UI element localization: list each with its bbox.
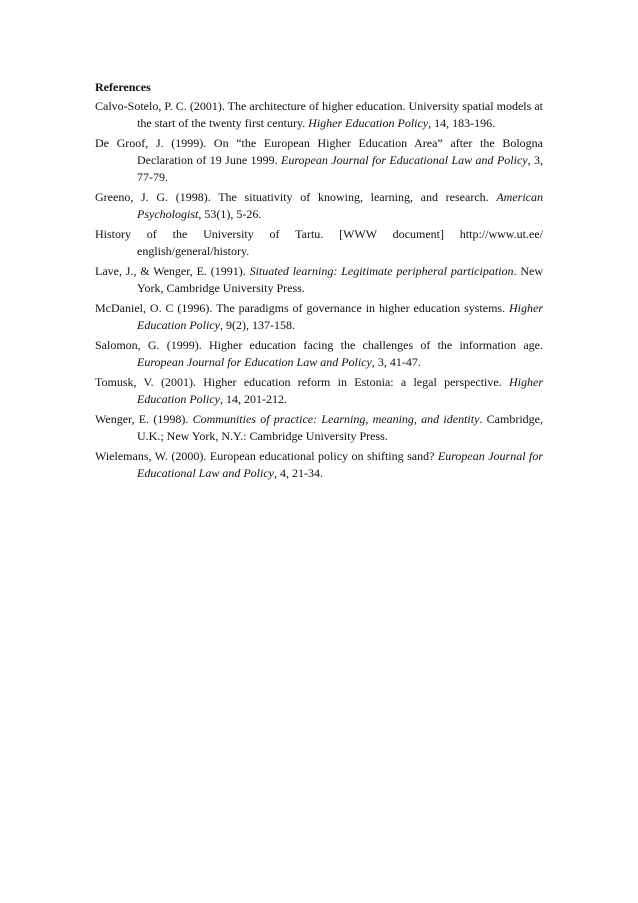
reference-source: Higher Education Policy bbox=[137, 301, 543, 332]
reference-entry bbox=[95, 448, 543, 482]
reference-details: . Cambridge, U.K.; New York, N.Y.: Cambridge University Press. bbox=[137, 412, 543, 443]
reference-details: . New York, Cambridge University Press. bbox=[137, 264, 543, 295]
reference-entry bbox=[95, 300, 543, 334]
reference-text: Greeno, J. G. (1998). The situativity of knowing, learning, and research. bbox=[95, 190, 497, 204]
references-heading: References bbox=[95, 80, 151, 94]
reference-source: American Psychologist bbox=[137, 190, 543, 221]
reference-source: Higher Education Policy bbox=[308, 116, 429, 130]
reference-entry bbox=[95, 226, 543, 260]
reference-text: Lave, J., & Wenger, E. (1991). bbox=[95, 264, 250, 278]
reference-text: De Groof, J. (1999). On “the European Higher Education Area” after the Bologna Declaration of 19 June 1999. bbox=[95, 136, 543, 167]
reference-text: History of the University of Tartu. [WWW document] http://www.ut.ee/ english/general/history. bbox=[95, 227, 543, 258]
reference-entry bbox=[95, 337, 543, 371]
reference-details: , 53(1), 5-26. bbox=[198, 207, 262, 221]
reference-entry bbox=[95, 98, 543, 132]
reference-text: Wielemans, W. (2000). European educational policy on shifting sand? bbox=[95, 449, 438, 463]
reference-source: European Journal for Educational Law and Policy bbox=[280, 153, 528, 167]
reference-text: Wenger, E. (1998). bbox=[95, 412, 193, 426]
reference-source: Communities of practice: Learning, meaning, and identity bbox=[192, 412, 480, 426]
reference-entry bbox=[95, 263, 543, 297]
reference-details: , 14, 201-212. bbox=[219, 392, 287, 406]
reference-entry bbox=[95, 135, 543, 186]
references-section bbox=[95, 79, 543, 485]
reference-text: Salomon, G. (1999). Higher education facing the challenges of the information age. bbox=[95, 338, 543, 352]
reference-details: , 14, 183-196. bbox=[428, 116, 496, 130]
reference-entry bbox=[95, 374, 543, 408]
reference-source: European Journal for Educational Law and Policy bbox=[137, 449, 544, 480]
reference-source: European Journal for Education Law and Policy bbox=[137, 355, 372, 369]
reference-entry bbox=[95, 189, 543, 223]
reference-details: , 4, 21-34. bbox=[274, 466, 323, 480]
reference-source: Situated learning: Legitimate peripheral participation bbox=[249, 264, 514, 278]
reference-text: Tomusk, V. (2001). Higher education reform in Estonia: a legal perspective. bbox=[95, 375, 509, 389]
reference-details: , 3, 77-79. bbox=[137, 153, 544, 184]
reference-details: , 3, 41-47. bbox=[371, 355, 421, 369]
reference-entry bbox=[95, 411, 543, 445]
reference-source: Higher Education Policy bbox=[137, 375, 543, 406]
reference-text: McDaniel, O. C (1996). The paradigms of governance in higher education systems. bbox=[95, 301, 509, 315]
reference-text: Calvo-Sotelo, P. C. (2001). The architecture of higher education. University spatial models at the start of the twenty first century. bbox=[95, 99, 543, 130]
reference-details: , 9(2), 137-158. bbox=[219, 318, 295, 332]
